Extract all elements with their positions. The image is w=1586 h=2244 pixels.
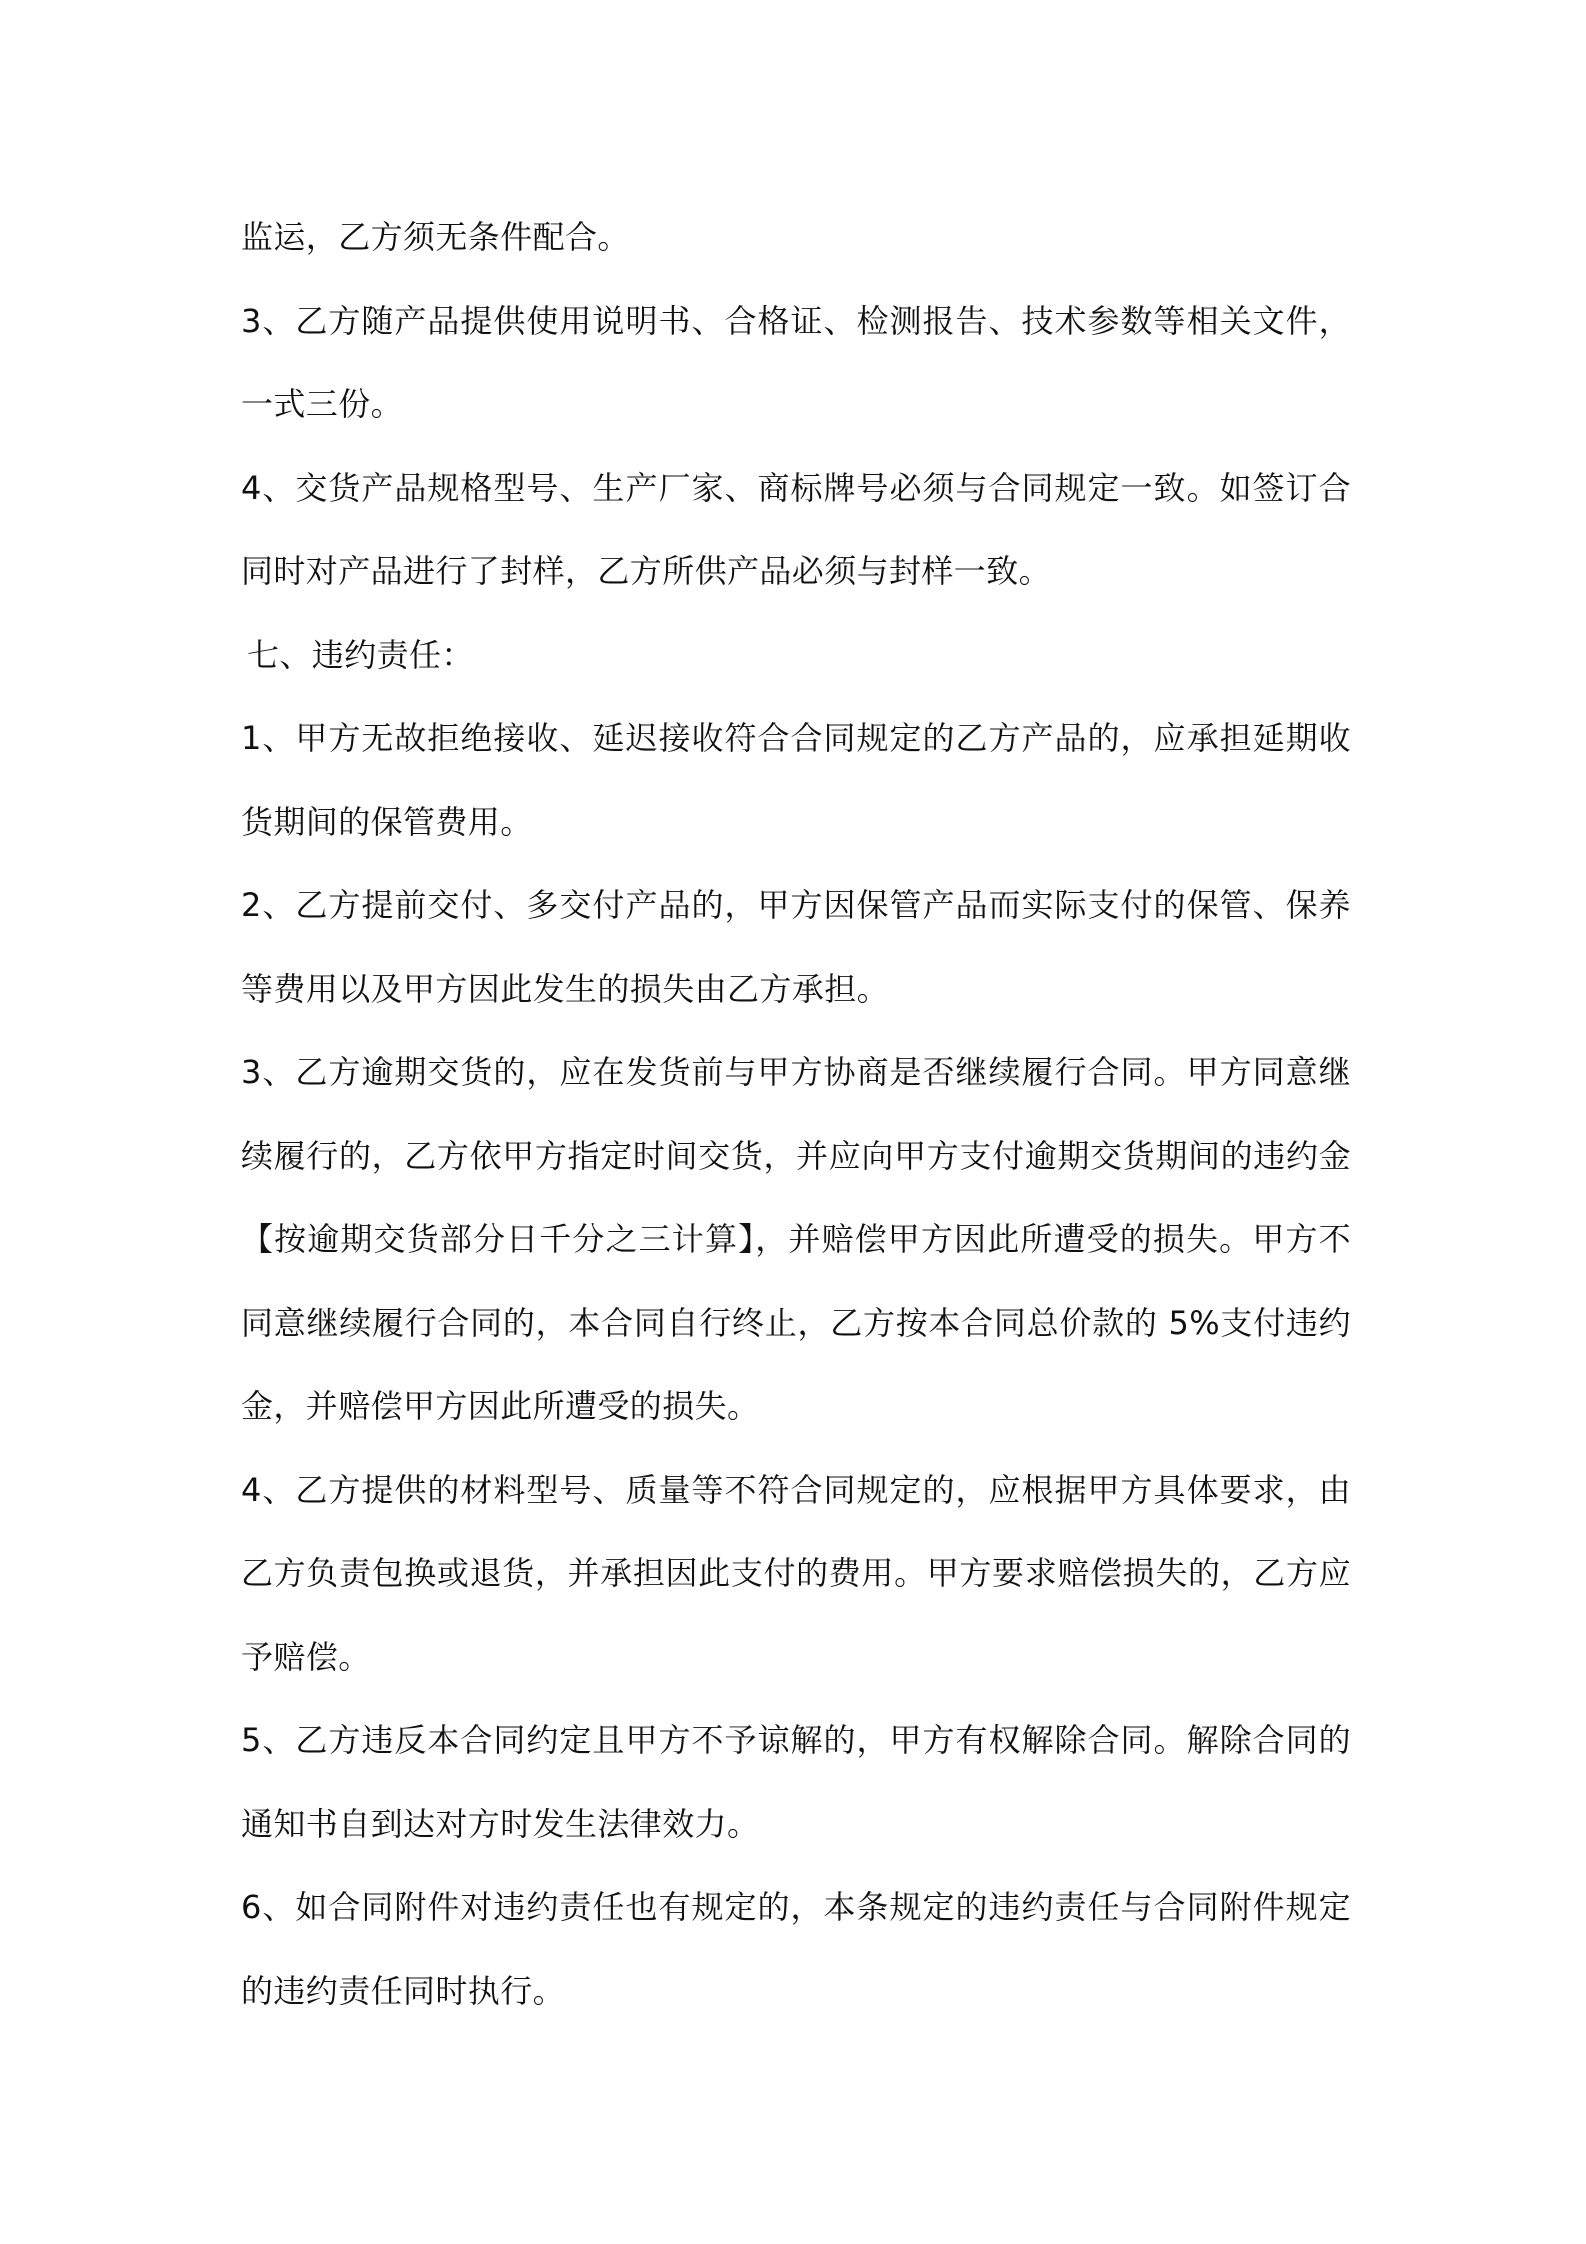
paragraph-clause-4-specs: 4、交货产品规格型号、生产厂家、商标牌号必须与合同规定一致。如签订合同时对产品进行了封样，乙方所供产品必须与封样一致。 bbox=[241, 468, 1351, 590]
paragraph-breach-2: 2、乙方提前交付、多交付产品的，甲方因保管产品而实际支付的保管、保养等费用以及甲方因此发生的损失由乙方承担。 bbox=[241, 886, 1351, 1008]
paragraph-clause-3-documents: 3、乙方随产品提供使用说明书、合格证、检测报告、技术参数等相关文件，一式三份。 bbox=[241, 301, 1351, 423]
paragraph-breach-1: 1、甲方无故拒绝接收、延迟接收符合合同规定的乙方产品的，应承担延期收货期间的保管费用。 bbox=[241, 719, 1351, 841]
document-body bbox=[241, 196, 1351, 2033]
paragraph-breach-5: 5、乙方违反本合同约定且甲方不予谅解的，甲方有权解除合同。解除合同的通知书自到达对方时发生法律效力。 bbox=[241, 1721, 1351, 1843]
paragraph-breach-3: 3、乙方逾期交货的，应在发货前与甲方协商是否继续履行合同。甲方同意继续履行的，乙方依甲方指定时间交货，并应向甲方支付逾期交货期间的违约金【按逾期交货部分日千分之三计算】，并赔偿甲方因此所遭受的损失。甲方不同意继续履行合同的，本合同自行终止，乙方按本合同总价款的 5%支付违约金，并赔偿甲方因此所遭受的损失。 bbox=[241, 1053, 1351, 1425]
paragraph-breach-4: 4、乙方提供的材料型号、质量等不符合同规定的，应根据甲方具体要求，由乙方负责包换或退货，并承担因此支付的费用。甲方要求赔偿损失的，乙方应予赔偿。 bbox=[241, 1470, 1351, 1676]
paragraph-breach-6: 6、如合同附件对违约责任也有规定的，本条规定的违约责任与合同附件规定的违约责任同时执行。 bbox=[241, 1888, 1351, 2010]
paragraph-continuation: 监运，乙方须无条件配合。 bbox=[241, 218, 630, 256]
section-heading-breach-liability: 七、违约责任： bbox=[247, 635, 474, 674]
